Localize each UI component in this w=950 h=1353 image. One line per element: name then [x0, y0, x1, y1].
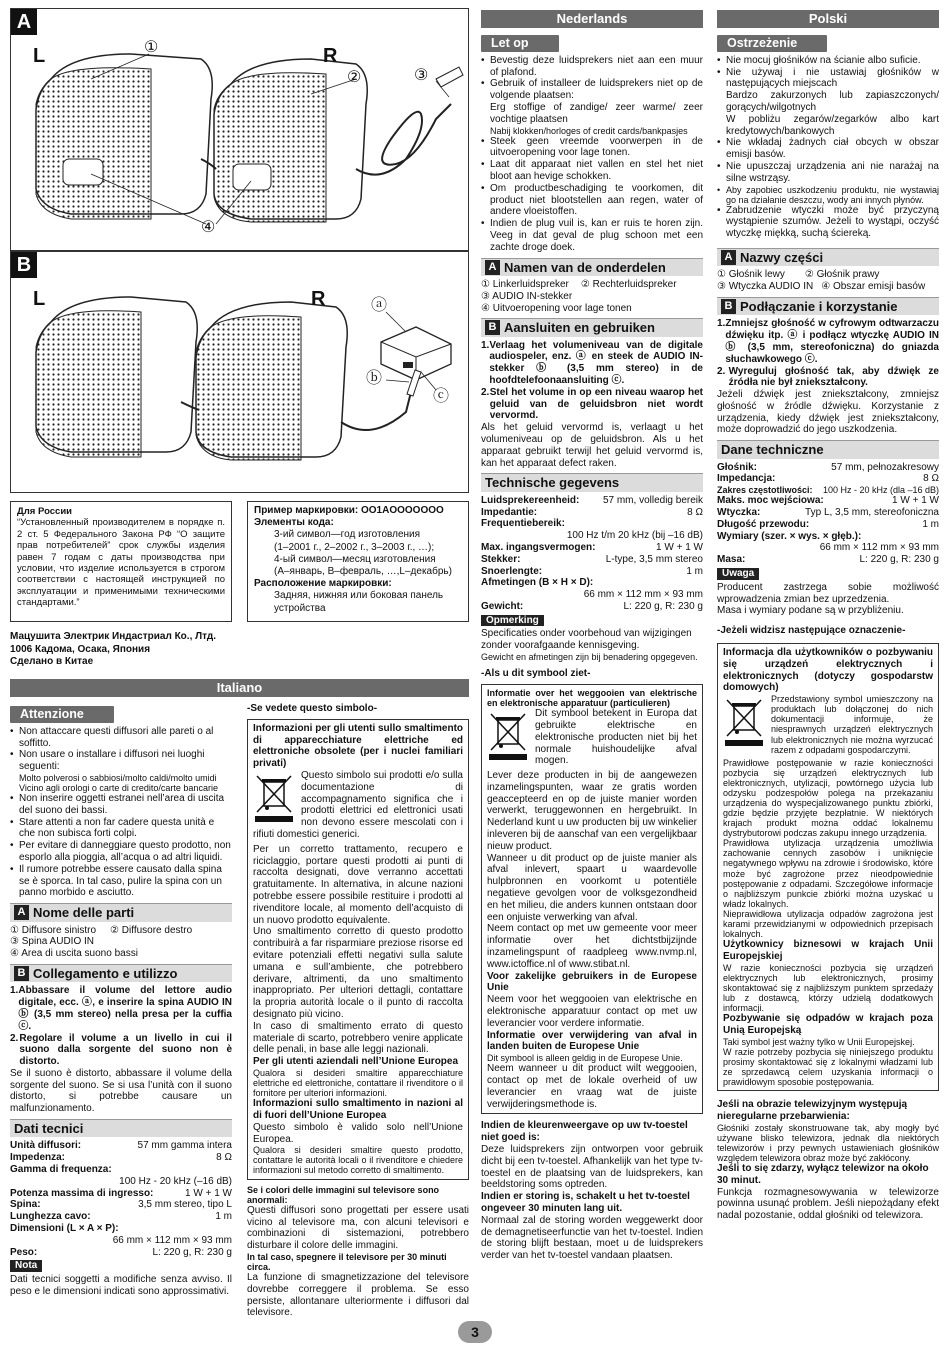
- it-step1: 1. Abbassare il volume del lettore audio digitale, ecc. ⓐ, e inserire la spina AUDIO IN ⓑ (3,5 mm stereo) nella presa per la cuffia ⓒ.: [10, 985, 232, 1032]
- russia-text: “Установленный производителем в порядке п. 2 ст. 5 Федерального Закона РФ “О защите прав потребителей” срок службы изделия равен 7 годам с даты производства при условии, что изделие используется в строгом соответствии с настоящей инструкцией по эксплуатации и применимыми техническими стандартами.”: [17, 517, 225, 609]
- right-speaker-mark-b: R: [311, 288, 326, 310]
- made-in: Сделано в Китае: [10, 656, 94, 667]
- marking-example: Пример маркировки: OO1AOOOOOOO: [254, 505, 444, 516]
- company-block: [10, 631, 216, 669]
- page-number: 3: [458, 1321, 492, 1343]
- callout-2: ②: [347, 69, 362, 86]
- it-col-left: Attenzione • Non attaccare questi diffusori alle pareti o al soffitto. • Non usare o installare i diffusori nei luoghi seguenti: Molto polverosi o sabbiosi/molto caldi/molto umidi Vicino agli orologi o carte di credito/carte bancarie • Non inserire oggetti estranei nell’area di uscita del suono dei bassi. • Stare attenti a non far cadere questa unità e che non subisca forti colpi. • Per evitare di danneggiare questo prodotto, non esporlo alla pioggia, all’acqua o ad altri liquidi. • Il rumore potrebbe essere causato dalla spina se è sporca. In tal caso, pulire la spina con un panno morbido e asciutto. A Nome delle parti ① Diffusore sinistro ② Diffusore destro ③ Spina AUDIO IN ④ Area di uscita suono bassi B Collegamento e utilizzo 1. Abbassare il volume del lettore audio digitale, ecc. ⓐ, e inserire la spina AUDIO IN ⓑ (3,5 mm stereo) nella presa per la cuffia ⓒ. 2. Regolare il volume a un livello in cui il suono dalla sorgente del suono non è distorto. Se il suono è distorto, abbassare il volume della sorgente del suono. Se si usa l’unità con il suono distorto, si potrebbe causare un malfunzionamento. Dati tecnici Unità diffusori: 57 mm gamma intera Impedenza: 8 Ω Gamma di frequenza: 100 Hz - 20 kHz (–16 dB) Potenza massima di ingresso: 1 W + 1 W Spina: 3,5 mm stereo, tipo L Lunghezza cavo: 1 m Dimensioni (L × A × P): 66 mm × 112 mm × 93 mm Peso: L: 220 g, R: 230 g Nota Dati tecnici soggetti a modifiche senza avviso. Il peso e le dimensioni indicati sono approssimativi.: [10, 703, 232, 1298]
- it-step-note: Se il suono è distorto, abbassare il volume della sorgente del suono. Se si usa l’unità con il suono distorto, si potrebbe causare un malfunzionamento.: [10, 1067, 232, 1115]
- it-b1: • Non attaccare questi diffusori alle pareti o al soffitto.: [19, 726, 232, 750]
- company-name: Мацушита Электрик Индастриал Ко., Лтд.: [10, 631, 217, 642]
- callout-c: ⓒ: [433, 388, 450, 405]
- it-b5: • Per evitare di danneggiare questo prodotto, non esporlo alla pioggia, all’acqua o ad altri liquidi.: [19, 840, 232, 864]
- it-p2: ② Diffusore destro: [110, 924, 193, 936]
- it-tv-head: Se i colori delle immagini sul televisore sono anormali:: [247, 1184, 440, 1205]
- left-speaker-mark-b: L: [33, 288, 46, 310]
- right-speaker-mark: R: [323, 45, 338, 67]
- russia-title: Для России: [17, 506, 73, 517]
- lang-header-it: Italiano: [10, 679, 469, 697]
- it-tech-head: Dati tecnici: [10, 1119, 232, 1137]
- left-speaker-mark: L: [33, 45, 46, 67]
- callout-4: ④: [201, 219, 216, 236]
- pl-sym-head: -Jeżeli widzisz następujące oznaczenie-: [717, 625, 906, 637]
- nl-sym-head: -Als u dit symbool ziet-: [481, 668, 591, 680]
- it-p3: ③ Spina AUDIO IN: [10, 936, 94, 948]
- nl-conn-head: B Aansluiten en gebruiken: [481, 318, 703, 336]
- callout-b: ⓑ: [366, 370, 383, 387]
- pl-nota-label: Uwaga: [717, 568, 759, 580]
- marking-location-label: Расположение маркировки:: [254, 578, 392, 590]
- nl-tv-head: Indien de kleurenweergave op uw tv-toestel niet goed is:: [481, 1120, 688, 1144]
- it-b3: • Non inserire oggetti estranei nell’area di uscita del suono dei bassi.: [19, 793, 232, 817]
- pl-attention-head: Ostrzeżenie: [717, 35, 827, 52]
- nl-parts-head: A Namen van de onderdelen: [481, 258, 703, 276]
- nl-col: Let op • Bevestig deze luidsprekers niet aan een muur of plafond. • Gebruik of installeer de luidsprekers niet op de volgende plaatsen: Erg stoffige of zandige/ zeer warme/ zeer vochtige plaatsen Nabij klokken/horloges of credit cards/bankpasjes • Steek geen vreemde voorwerpen in de uitvoeropening voor lage tonen. • Laat dit apparaat niet vallen en stel het niet bloot aan hevige schokken. • Om productbeschadiging te voorkomen, dit product niet blootstellen aan regen, water of andere vloeistoffen. • Indien de plug vuil is, kan er ruis te horen zijn. Veeg in dat geval de plug schoon met een zachte droge doek. A Namen van de onderdelen ① Linkerluidspreker ② Rechterluidspreker ③ AUDIO IN-stekker ④ Uitvoeropening voor lage tonen B Aansluiten en gebruiken 1. Verlaag het volumeniveau van de digitale audiospeler, enz. ⓐ en steek de AUDIO IN-stekker ⓑ (3,5 mm stereo) in de hoofdtelefoonaansluiting ⓒ. 2. Stel het volume in op een niveau waarop het geluid van de geluidsbron niet wordt vervormd. Als het geluid vervormd is, verlaagt u het volumeniveau op de geluidsbron. Als u het apparaat gebruikt terwijl het geluid vervormd is, kan het apparaat defect raken. Technische gegevens Luidsprekereenheid: 57 mm, volledig bereik Impedantie: 8 Ω Frequentiebereik: 100 Hz t/m 20 kHz (bij –16 dB) Max. ingangsvermogen: 1 W + 1 W Stekker: L-type, 3,5 mm stereo Snoerlengte: 1 m Afmetingen (B × H × D): 66 mm × 112 mm × 93 mm Gewicht: L: 220 g, R: 230 g Opmerking Specificaties onder voorbehoud van wijzigingen zonder voorafgaande kennisgeving. Gewicht en afmetingen zijn bij benadering opgegeven. -Als u dit symbool ziet- Informatie over het weggooien van elektrische en elektronische apparatuur (particulieren) Dit symbool betekent in Europa dat gebruikte elektrische en elektronische producten niet bij het normale huishoudelijke afval mogen. Lever deze producten in bij de aangewezen inzamelingspunten, waar ze gratis worden geaccepteerd en op de juiste manier worden verwerkt, teruggewonnen en hergebruikt. In Nederland kunt u uw producten bij uw winkelier inleveren bij de aanschaf van een vergelijkbaar nieuw product. Wanneer u dit product op de juiste manier als afval inlevert, spaart u waardevolle hulpbronnen en voorkomt u potentiële negatieve gevolgen voor de volksgezondheid en het milieu, die anders kunnen ontstaan door een onjuiste verwerking van afval. Neem contact op met uw gemeente voor meer informatie over het dichtstbijzijnde inzamelingspunt of raadpleeg www.nvmp.nl, www.ictoffice.nl of www.stibat.nl. Voor zakelijke gebruikers in de Europese Unie Neem voor het weggooien van elektrische en elektronische apparatuur contact op met uw leverancier voor verdere informatie. Informatie over verwijdering van afval in landen buiten de Europese Unie Dit symbool is alleen geldig in de Europese Unie. Neem wanneer u dit product wilt weggooien, contact op met de lokale overheid of uw leverancier en vraag wat de juiste verwijderingsmethode is. Indien de kleurenweergave op uw tv-toestel niet goed is: Deze luidsprekers zijn ontworpen voor gebruik dicht bij een tv-toestel. Afhankelijk van het type tv-toestel en de plaatsing van de luidsprekers, kan beeldstoring soms optreden. Indien er storing is, schakelt u het tv-toestel ongeveer 30 minuten lang uit. Normaal zal de storing worden weggewerkt door de demagnetiseerfunctie van het tv-toestel. Indien de storing blijft bestaan, moet u de luidsprekers verder van het tv-toestel vandaan plaatsen.: [481, 32, 703, 1262]
- speakers-illustration-b: [11, 252, 467, 491]
- weee-bin-icon-nl: [487, 710, 529, 762]
- lang-header-pl: Polski: [717, 10, 939, 28]
- weee-bin-icon: [253, 772, 295, 824]
- pl-attention-list: • Nie mocuj głośników na ścianie albo suficie. • Nie używaj i nie ustawiaj głośników w następujących miejscach Bardzo zakurzonych lub zapiaszczonych/ gorących/wilgotnych W pobliżu zegarów/zegarków albo kart kredytowych/bankowych • Nie wkładaj żadnych ciał obcych w obszar emisji basów. • Nie upuszczaj urządzenia ani nie narażaj na silne wstrząsy. • Aby zapobiec uszkodzeniu produktu, nie wystawiaj go na działanie deszczu, wody ani innych płynów. • Zabrudzenie wtyczki może być przyczyną wystąpienie szumów. Jeżeli to wystąpi, oczyść wtyczkę miękką, suchą ściereką.: [717, 55, 939, 240]
- pl-conn-head: B Podłączanie i korzystanie: [717, 297, 939, 315]
- callout-1: ①: [144, 39, 159, 56]
- nl-attention-head: Let op: [481, 35, 559, 52]
- it-b6: • Il rumore potrebbe essere causato dalla spina se è sporca. In tal caso, pulire la spina con un panno morbido e asciutto.: [19, 864, 232, 899]
- it-nota-label: Nota: [10, 1260, 42, 1272]
- pl-col: Ostrzeżenie • Nie mocuj głośników na ścianie albo suficie. • Nie używaj i nie ustawiaj głośników w następujących miejscach Bardzo zakurzonych lub zapiaszczonych/ gorących/wilgotnych W pobliżu zegarów/zegarków albo kart kredytowych/bankowych • Nie wkładaj żadnych ciał obcych w obszar emisji basów. • Nie upuszczaj urządzenia ani nie narażaj na silne wstrząsy. • Aby zapobiec uszkodzeniu produktu, nie wystawiaj go na działanie deszczu, wody ani innych płynów. • Zabrudzenie wtyczki może być przyczyną wystąpienie szumów. Jeżeli to wystąpi, oczyść wtyczkę miękką, suchą ściereką. A Nazwy części ① Głośnik lewy ② Głośnik prawy ③ Wtyczka AUDIO IN ④ Obszar emisji basów B Podłączanie i korzystanie 1. Zmniejsz głośność w cyfrowym odtwarzaczu dźwięku itp. ⓐ i podłącz wtyczkę AUDIO IN ⓑ (3,5 mm, stereofoniczna) do gniazda słuchawkowego ⓒ. 2. Wyreguluj głośność tak, aby dźwięk ze źródła nie był zniekształcony. Jeżeli dźwięk jest zniekształcony, zmniejsz głośność w źródle dźwięku. Korzystanie z urządzenia, kiedy dźwięk jest zniekształcony, może doprowadzić do jego uszkodzenia. Dane techniczne Głośnik: 57 mm, pełnozakresowy Impedancja: 8 Ω Zakres częstotliwości: 100 Hz - 20 kHz (dla –16 dB) Maks. moc wejściowa: 1 W + 1 W Wtyczka: Typ L, 3,5 mm, stereofoniczna Długość przewodu: 1 m Wymiary (szer. × wys. × głęb.): 66 mm × 112 mm × 93 mm Masa: L: 220 g, R: 230 g Uwaga Producent zastrzega sobie możliwość wprowadzenia zmian bez uprzedzenia. Masa i wymiary podane są w przybliżeniu. -Jeżeli widzisz następujące oznaczenie- Informacja dla użytkowników o pozbywaniu się urządzeń elektrycznych i elektronicznych (dotyczy gospodarstw domowych) Przedstawiony symbol umieszczony na produktach lub dołączonej do nich dokumentacji informuje, że niesprawnych urządzeń elektrycznych lub elektronicznych nie można wyrzucać razem z odpadami gospodarczymi. Prawidłowe postępowanie w razie konieczności pozbycia się urządzeń elektrycznych lub elektronicznych, utylizacji, powtórnego użycia lub odzysku podzespołów polega na przekazaniu urządzenia do wyspecjalizowanego punktu zbiórki, gdzie będzie przyjęte bezpłatnie. W niektórych krajach produkt można oddać lokalnemu dystrybutorowi podczas zakupu innego urządzenia. Prawidłowa utylizacja urządzenia umożliwia zachowanie cennych zasobów i uniknięcie negatywnego wpływu na zdrowie i środowisko, które może być zagrożone przez nieodpowiednie postępowanie z odpadami. Szczegółowe informacje o najbliższym punkcie zbiórki można uzyskać u władz lokalnych. Nieprawidłowa utylizacja odpadów zagrożona jest karami przewidzianymi w odpowiednich przepisach lokalnych. Użytkownicy biznesowi w krajach Unii Europejskiej W razie konieczności pozbycia się urządzeń elektrycznych lub elektronicznych, prosimy skontaktować się z najbliższym punktem sprzedaży lub z dostawcą, którzy udzielą dodatkowych informacji. Pozbywanie się odpadów w krajach poza Unią Europejską Taki symbol jest ważny tylko w Unii Europejskej. W razie potrzeby pozbycia się niniejszego produktu prosimy skontaktować się z lokalnymi władzami lub ze sprzedawcą celem uzyskania informacji o prawidłowym sposobie postępowania. Jeśli na obrazie telewizyjnym występują nieregularne przebarwienia: Głośniki zostały skonstruowane tak, aby mogły być używane blisko telewizora, jednak dla niektórych telewizorów i przy pewnych ustawieniach głośników względem telewizora obraz może być zakłócony. Jeśli to się zdarzy, wyłącz telewizor na około 30 minut. Funkcja rozmagnesowywania w telewizorze powinna usunąć problem. Jeśli niepożądany efekt nadal pozostanie, oddal głośniki od telewizora.: [717, 32, 939, 1222]
- figure-b: [10, 251, 469, 493]
- speakers-illustration-a: [11, 9, 467, 249]
- it-b4: • Stare attenti a non far cadere questa unità e che non subisca forti colpi.: [19, 817, 232, 841]
- nl-weee-box: Informatie over het weggooien van elektrische en elektronische apparatuur (particulieren) Dit symbool betekent in Europa dat gebruikte elektrische en elektronische producten niet bij het normale huishoudelijke afval mogen. Lever deze producten in bij de aangewezen inzamelingspunten, waar ze gratis worden geaccepteerd en op de juiste manier worden verwerkt, teruggewonnen en hergebruikt. In Nederland kunt u uw producten bij uw winkelier inleveren bij de aanschaf van een vergelijkbaar nieuw product. Wanneer u dit product op de juiste manier als afval inlevert, spaart u waardevolle hulpbronnen en voorkomt u potentiële negatieve gevolgen voor de volksgezondheid en het milieu, die anders kunnen ontstaan door een onjuiste verwerking van afval. Neem contact op met uw gemeente voor meer informatie over het dichtstbijzijnde inzamelingspunt of raadpleeg www.nvmp.nl, www.ictoffice.nl of www.stibat.nl. Voor zakelijke gebruikers in de Europese Unie Neem voor het weggooien van elektrische en elektronische apparatuur contact op met uw leverancier voor verdere informatie. Informatie over verwijdering van afval in landen buiten de Europese Unie Dit symbool is alleen geldig in de Europese Unie. Neem wanneer u dit product wilt weggooien, contact op met de lokale overheid of uw leverancier en vraag wat de juiste verwijderingsmethode is.: [481, 684, 703, 1115]
- it-step2: 2. Regolare il volume a un livello in cui il suono dalla sorgente del suono non è distorto.: [10, 1032, 232, 1068]
- marking-month: 4-ый символ—месяц изготовления: [274, 553, 436, 565]
- it-attention-head: Attenzione: [10, 706, 114, 723]
- marking-location: Задняя, нижняя или боковая панель устройства: [274, 590, 444, 614]
- callout-3: ③: [414, 67, 429, 84]
- figure-a: [10, 8, 469, 251]
- pl-parts-head: A Nazwy części: [717, 248, 939, 266]
- marking-elements: Элементы кода:: [254, 517, 334, 529]
- figure-b-label: B: [11, 252, 37, 278]
- pl-tech-head: Dane techniczne: [717, 440, 939, 458]
- figure-a-label: A: [11, 9, 37, 35]
- it-parts-head: A Nome delle parti: [10, 903, 232, 921]
- pl-weee-box: Informacja dla użytkowników o pozbywaniu się urządzeń elektrycznych i elektronicznych (dotyczy gospodarstw domowych) Przedstawiony symbol umieszczony na produktach lub dołączonej do nich dokumentacji informuje, że niesprawnych urządzeń elektrycznych lub elektronicznych nie można wyrzucać razem z odpadami gospodarczymi. Prawidłowe postępowanie w razie konieczności pozbycia się urządzeń elektrycznych lub elektronicznych, utylizacji, powtórnego użycia lub odzysku podzespołów polega na przekazaniu urządzenia do wyspecjalizowanego punktu zbiórki, gdzie będzie przyjęte bezpłatnie. W niektórych krajach produkt można oddać lokalnemu dystrybutorowi podczas zakupu innego urządzenia. Prawidłowa utylizacja urządzenia umożliwia zachowanie cennych zasobów i uniknięcie negatywnego wpływu na zdrowie i środowisko, które może być zagrożone przez nieodpowiednie postępowanie z odpadami. Szczegółowe informacje o najbliższym punkcie zbiórki można uzyskać u władz lokalnych. Nieprawidłowa utylizacja odpadów zagrożona jest karami przewidzianymi w odpowiednich przepisach lokalnych. Użytkownicy biznesowi w krajach Unii Europejskiej W razie konieczności pozbycia się urządzeń elektrycznych lub elektronicznych, prosimy skontaktować się z najbliższym punktem sprzedaży lub z dostawcą, którzy udzielą dodatkowych informacji. Pozbywanie się odpadów w krajach poza Unią Europejską Taki symbol jest ważny tylko w Unii Europejskej. W razie potrzeby pozbycia się niniejszego produktu prosimy skontaktować się z lokalnymi władzami lub ze sprzedawcą celem uzyskania informacji o prawidłowym sposobie postępowania.: [717, 643, 939, 1091]
- nl-tech-head: Technische gegevens: [481, 473, 703, 491]
- marking-year-ex: (1–2001 г., 2–2002 г., 3–2003 г., …);: [274, 541, 435, 553]
- it-attention-list: [10, 726, 232, 900]
- it-p4: ④ Area di uscita suono bassi: [10, 948, 138, 960]
- marking-box: [247, 501, 469, 622]
- it-nota: Dati tecnici soggetti a modifiche senza avviso. Il peso e le dimensioni indicati sono approssimativi.: [10, 1274, 232, 1297]
- marking-year: 3-ий символ—год изготовления: [274, 529, 421, 541]
- pl-tv-head: Jeśli na obrazie telewizyjnym występują nieregularne przebarwienia:: [717, 1099, 908, 1122]
- it-conn-head: B Collegamento e utilizzo: [10, 964, 232, 982]
- it-sym-head: -Se vedete questo simbolo-: [247, 703, 378, 714]
- nl-attention-list: • Bevestig deze luidsprekers niet aan een muur of plafond. • Gebruik of installeer de luidsprekers niet op de volgende plaatsen: Erg stoffige of zandige/ zeer warme/ zeer vochtige plaatsen Nabij klokken/horloges of credit cards/bankpasjes • Steek geen vreemde voorwerpen in de uitvoeropening voor lage tonen. • Laat dit apparaat niet vallen en stel het niet bloot aan hevige schokken. • Om productbeschadiging te voorkomen, dit product niet blootstellen aan regen, water of andere vloeistoffen. • Indien de plug vuil is, kan er ruis te horen zijn. Veeg in dat geval de plug schoon met een zachte droge doek.: [481, 55, 703, 254]
- company-address: 1006 Кадома, Осака, Япония: [10, 643, 151, 655]
- it-col-right: -Se vedete questo simbolo- Informazioni per gli utenti sullo smaltimento di apparecchiature elettriche ed elettroniche obsolete (per i nuclei familiari privati) Questo simbolo sui prodotti e/o sulla documentazione di accompagnamento significa che i prodotti elettrici ed elettronici usati non devono essere mescolati con i rifiuti domestici generici. Per un corretto trattamento, recupero e riciclaggio, portare questi prodotti ai punti di raccolta designati, dove verranno accettati gratuitamente. In alternativa, in alcune nazioni potrebbe essere possibile restituire i prodotti al rivenditore locale, al momento dell’acquisto di un nuovo prodotto equivalente. Uno smaltimento corretto di questo prodotto contribuirà a far risparmiare preziose risorse ed evitare potenziali effetti negativi sulla salute umana e sull’ambiente, che potrebbero derivare, altrimenti, da uno smaltimento inappropriato. Per ulteriori dettagli, contattare la propria autorità locale o il punto di raccolta designato più vicino. In caso di smaltimento errato di questo materiale di scarto, potrebbero venire applicate delle penali, in base alle leggi nazionali. Per gli utenti aziendali nell’Unione Europea Qualora si desideri smaltire apparecchiature elettriche ed elettroniche, contattare il rivenditore o il fornitore per ulteriori informazioni. Informazioni sullo smaltimento in nazioni al di fuori dell’Unione Europea Questo simbolo è valido solo nell’Unione Europea. Qualora si desideri smaltire questo prodotto, contattare le autorità locali o il rivenditore e chiedere informazioni sul metodo corretto di smaltimento. Se i colori delle immagini sul televisore sono anormali: Questi diffusori sono progettati per essere usati vicino al televisore ma, con alcuni televisori e combinazioni di sistemazioni, potrebbero disturbare il colore delle immagini. In tal caso, spegnere il televisore per 30 minuti circa. La funzione di smagnetizzazione del televisore dovrebbe correggere il problema. Se esso persiste, allontanare ulteriormente i diffusori dal televisore.: [247, 703, 469, 1319]
- russia-box: [10, 501, 232, 622]
- it-p1: ① Diffusore sinistro: [10, 924, 97, 936]
- marking-month-ex: (А–январь, В–февраль, …,L–декабрь): [274, 565, 452, 577]
- nl-nota-label: Opmerking: [481, 615, 544, 627]
- weee-bin-icon-pl: [723, 696, 765, 748]
- lang-header-nl: Nederlands: [481, 10, 703, 28]
- it-weee-box: Informazioni per gli utenti sullo smaltimento di apparecchiature elettriche ed elettroniche obsolete (per i nuclei familiari privati) Questo simbolo sui prodotti e/o sulla documentazione di accompagnamento significa che i prodotti elettrici ed elettronici usati non devono essere mescolati con i rifiuti domestici generici. Per un corretto trattamento, recupero e riciclaggio, portare questi prodotti ai punti di raccolta designati, dove verranno accettati gratuitamente. In alternativa, in alcune nazioni potrebbe essere possibile restituire i prodotti al rivenditore locale, al momento dell’acquisto di un nuovo prodotto equivalente. Uno smaltimento corretto di questo prodotto contribuirà a far risparmiare preziose risorse ed evitare potenziali effetti negativi sulla salute umana e sull’ambiente, che potrebbero derivare, altrimenti, da uno smaltimento inappropriato. Per ulteriori dettagli, contattare la propria autorità locale o il punto di raccolta designato più vicino. In caso di smaltimento errato di questo materiale di scarto, potrebbero venire applicate delle penali, in base alle leggi nazionali. Per gli utenti aziendali nell’Unione Europea Qualora si desideri smaltire apparecchiature elettriche ed elettroniche, contattare il rivenditore o il fornitore per ulteriori informazioni. Informazioni sullo smaltimento in nazioni al di fuori dell’Unione Europea Questo simbolo è valido solo nell’Unione Europea. Qualora si desideri smaltire questo prodotto, contattare le autorità locali o il rivenditore e chiedere informazioni sul metodo corretto di smaltimento.: [247, 719, 469, 1180]
- it-b2: • Non usare o installare i diffusori nei luoghi seguenti: Molto polverosi o sabbiosi/molto caldi/molto umidi Vicino agli orologi o carte di credito/carte bancarie: [19, 749, 232, 793]
- callout-a: ⓐ: [371, 297, 388, 314]
